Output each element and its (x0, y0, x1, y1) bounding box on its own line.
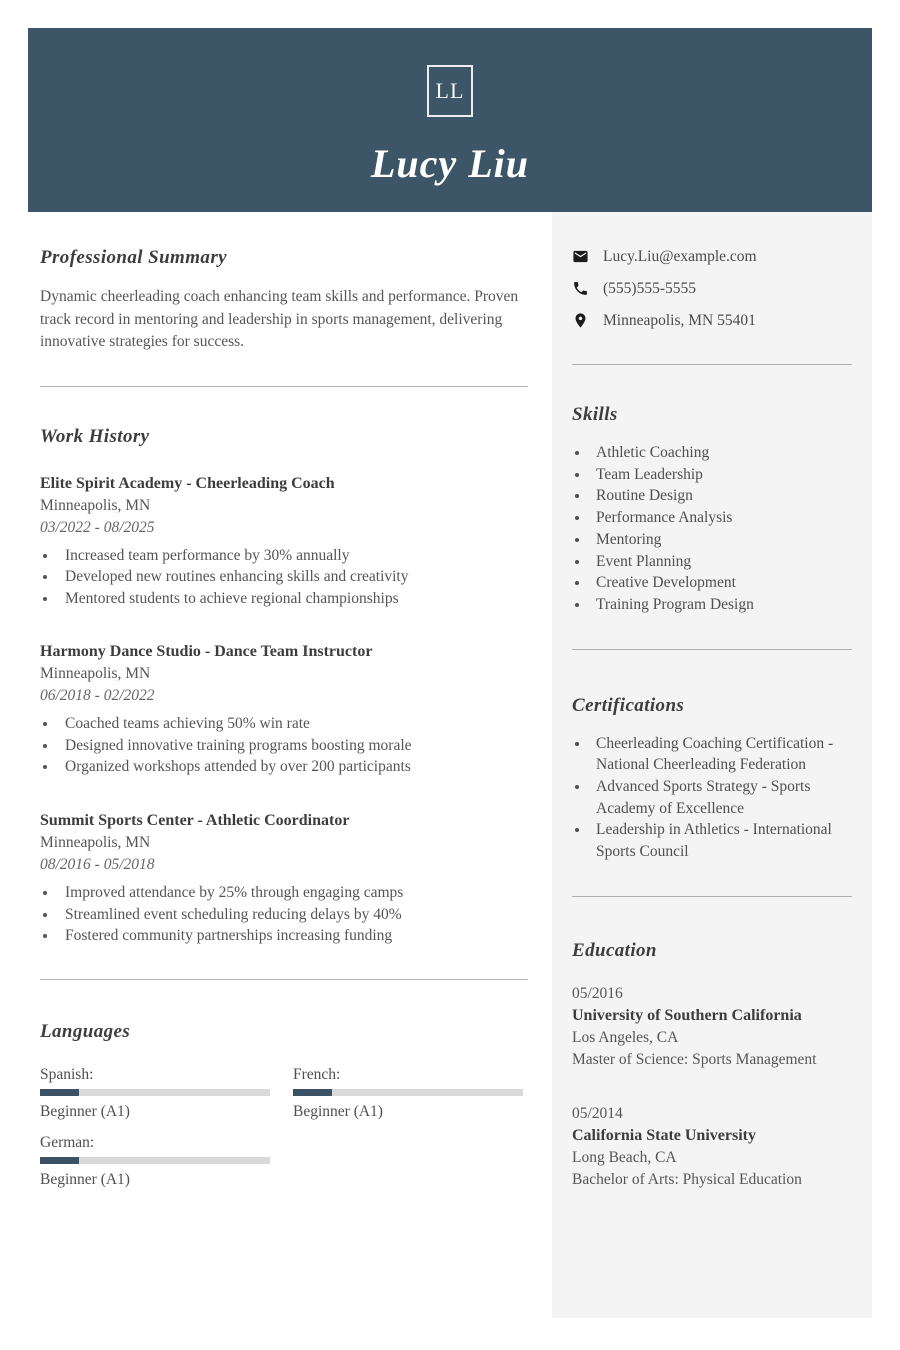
section-languages (40, 1020, 528, 1190)
language-progress-track (40, 1157, 270, 1164)
section-divider (40, 386, 528, 387)
job-bullet-list (58, 545, 528, 610)
job-entry (40, 810, 528, 947)
language-progress-fill (40, 1089, 79, 1096)
language-name: German: (40, 1133, 95, 1151)
contact-location-row (572, 310, 852, 331)
language-level: Beginner (A1) (40, 1102, 130, 1120)
location-pin-icon (572, 312, 589, 329)
skill-item: • Team Leadership (590, 464, 852, 486)
job-bullet: • Mentored students to achieve regional championships (58, 588, 528, 610)
language-item (40, 1064, 270, 1122)
job-title: Summit Sports Center - Athletic Coordinator (40, 812, 350, 830)
contact-phone-row (572, 278, 852, 299)
section-work-history (40, 425, 528, 947)
skill-item: • Event Planning (590, 551, 852, 573)
section-certifications (572, 694, 852, 863)
certifications-list (590, 733, 852, 863)
job-bullet: • Fostered community partnerships increasing funding (58, 925, 528, 947)
job-dates: 03/2022 - 08/2025 (40, 518, 155, 536)
language-item (40, 1132, 270, 1190)
certification-item: • Advanced Sports Strategy - Sports Academy of Excellence (590, 776, 852, 819)
job-dates: 06/2018 - 02/2022 (40, 687, 155, 705)
phone-icon (572, 280, 589, 297)
education-entry (572, 1103, 852, 1191)
skill-item: • Training Program Design (590, 594, 852, 616)
sidebar (552, 212, 872, 1318)
education-location: Long Beach, CA (572, 1148, 677, 1166)
language-level: Beginner (A1) (40, 1170, 130, 1188)
skill-item: • Performance Analysis (590, 507, 852, 529)
page-title: Lucy Liu (371, 141, 529, 186)
education-school: California State University (572, 1126, 756, 1144)
education-date: 05/2016 (572, 984, 623, 1002)
section-professional-summary (40, 246, 528, 354)
education-degree: Master of Science: Sports Management (572, 1050, 817, 1068)
education-degree: Bachelor of Arts: Physical Education (572, 1170, 802, 1188)
job-bullet: • Organized workshops attended by over 200 participants (58, 756, 528, 778)
section-skills (572, 403, 852, 616)
main-column (40, 212, 528, 1190)
education-school: University of Southern California (572, 1006, 802, 1024)
email-icon (572, 248, 589, 265)
language-progress-fill (293, 1089, 332, 1096)
monogram-initials: LL (435, 78, 465, 103)
skill-item: • Athletic Coaching (590, 442, 852, 464)
job-dates: 08/2016 - 05/2018 (40, 856, 155, 874)
job-entry (40, 473, 528, 610)
sidebar-divider (572, 364, 852, 365)
contact-location: Minneapolis, MN 55401 (603, 312, 756, 329)
section-education (572, 939, 852, 1191)
sidebar-divider (572, 896, 852, 897)
language-name: French: (293, 1065, 341, 1083)
summary-heading: Professional Summary (40, 247, 227, 268)
language-progress-fill (40, 1157, 79, 1164)
job-bullet: • Designed innovative training programs boosting morale (58, 735, 528, 757)
sidebar-divider (572, 649, 852, 650)
header-banner (28, 28, 872, 212)
job-bullet: • Developed new routines enhancing skills and creativity (58, 566, 528, 588)
languages-grid (40, 1064, 528, 1190)
language-level: Beginner (A1) (293, 1102, 383, 1120)
education-heading: Education (572, 939, 657, 961)
language-progress-track (293, 1089, 523, 1096)
job-title: Elite Spirit Academy - Cheerleading Coach (40, 474, 335, 492)
contact-email-row (572, 246, 852, 267)
job-bullet: • Streamlined event scheduling reducing delays by 40% (58, 904, 528, 926)
contact-email: Lucy.Liu@example.com (603, 248, 757, 265)
job-location: Minneapolis, MN (40, 496, 151, 514)
job-bullet-list (58, 882, 528, 947)
job-bullet: • Improved attendance by 25% through engaging camps (58, 882, 528, 904)
certifications-heading: Certifications (572, 694, 685, 716)
skill-item: • Creative Development (590, 572, 852, 594)
job-bullet: • Increased team performance by 30% annually (58, 545, 528, 567)
job-entry (40, 641, 528, 778)
certification-item: • Leadership in Athletics - International Sports Council (590, 819, 852, 862)
certification-item: • Cheerleading Coaching Certification - National Cheerleading Federation (590, 733, 852, 776)
language-name: Spanish: (40, 1065, 94, 1083)
skills-list (590, 442, 852, 616)
languages-heading: Languages (40, 1020, 131, 1042)
education-entry (572, 983, 852, 1071)
work-history-heading: Work History (40, 425, 150, 447)
education-location: Los Angeles, CA (572, 1028, 679, 1046)
contact-block (572, 246, 852, 331)
job-title: Harmony Dance Studio - Dance Team Instructor (40, 643, 373, 661)
education-date: 05/2014 (572, 1104, 623, 1122)
summary-text: Dynamic cheerleading coach enhancing team skills and performance. Proven track record in mentoring and leadership in sports management, delivering innovative strategies for success. (40, 288, 519, 350)
skill-item: • Routine Design (590, 485, 852, 507)
contact-phone: (555)555-5555 (603, 280, 696, 297)
monogram-badge (427, 65, 473, 117)
skills-heading: Skills (572, 404, 618, 425)
job-bullet: • Coached teams achieving 50% win rate (58, 713, 528, 735)
job-location: Minneapolis, MN (40, 665, 151, 683)
language-item (293, 1064, 523, 1122)
skill-item: • Mentoring (590, 529, 852, 551)
section-divider (40, 979, 528, 980)
job-location: Minneapolis, MN (40, 834, 151, 852)
job-bullet-list (58, 713, 528, 778)
language-progress-track (40, 1089, 270, 1096)
